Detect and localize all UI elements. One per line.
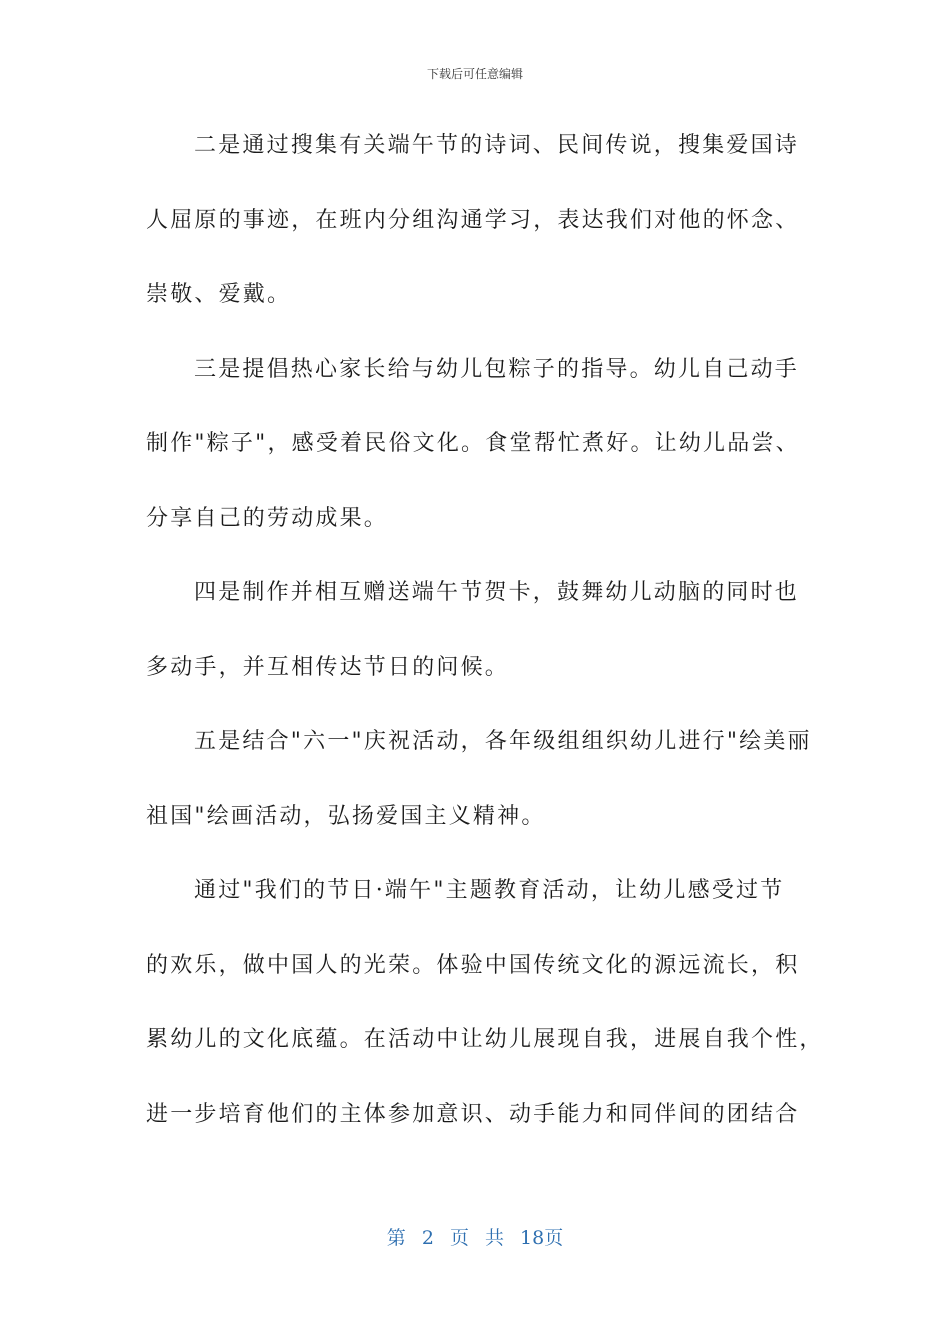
paragraph-line: 分享自己的劳动成果。	[146, 505, 389, 531]
paragraph-line: 二是通过搜集有关端午节的诗词、民间传说，搜集爱国诗	[194, 133, 800, 158]
paragraph-line: 多动手，并互相传达节日的问候。	[146, 654, 510, 680]
paragraph-line: 人屈原的事迹，在班内分组沟通学习，表达我们对他的怀念、	[146, 207, 800, 233]
paragraph-line: 崇敬、爱戴。	[146, 282, 292, 307]
paragraph-line: 三是提倡热心家长给与幼儿包粽子的指导。幼儿自己动手	[194, 356, 800, 382]
document-body	[146, 124, 824, 1167]
paragraph-line: 祖国"绘画活动，弘扬爱国主义精神。	[146, 803, 546, 829]
paragraph-line: 进一步培育他们的主体参加意识、动手能力和同伴间的团结合	[146, 1101, 800, 1127]
page-header: 下载后可任意编辑	[426, 67, 523, 81]
paragraph-line: 累幼儿的文化底蕴。在活动中让幼儿展现自我，进展自我个性，	[146, 1027, 824, 1052]
paragraph-line: 五是结合"六一"庆祝活动，各年级组组织幼儿进行"绘美丽	[194, 729, 812, 754]
paragraph-line: 的欢乐，做中国人的光荣。体验中国传统文化的源远流长，积	[146, 952, 800, 978]
paragraph-line: 制作"粽子"，感受着民俗文化。食堂帮忙煮好。让幼儿品尝、	[146, 431, 800, 456]
paragraph-line: 四是制作并相互赠送端午节贺卡，鼓舞幼儿动脑的同时也	[194, 580, 800, 605]
page-number-footer: 第 2 页 共 18页	[386, 1227, 564, 1249]
paragraph-line: 通过"我们的节日·端午"主题教育活动，让幼儿感受过节	[194, 878, 785, 903]
